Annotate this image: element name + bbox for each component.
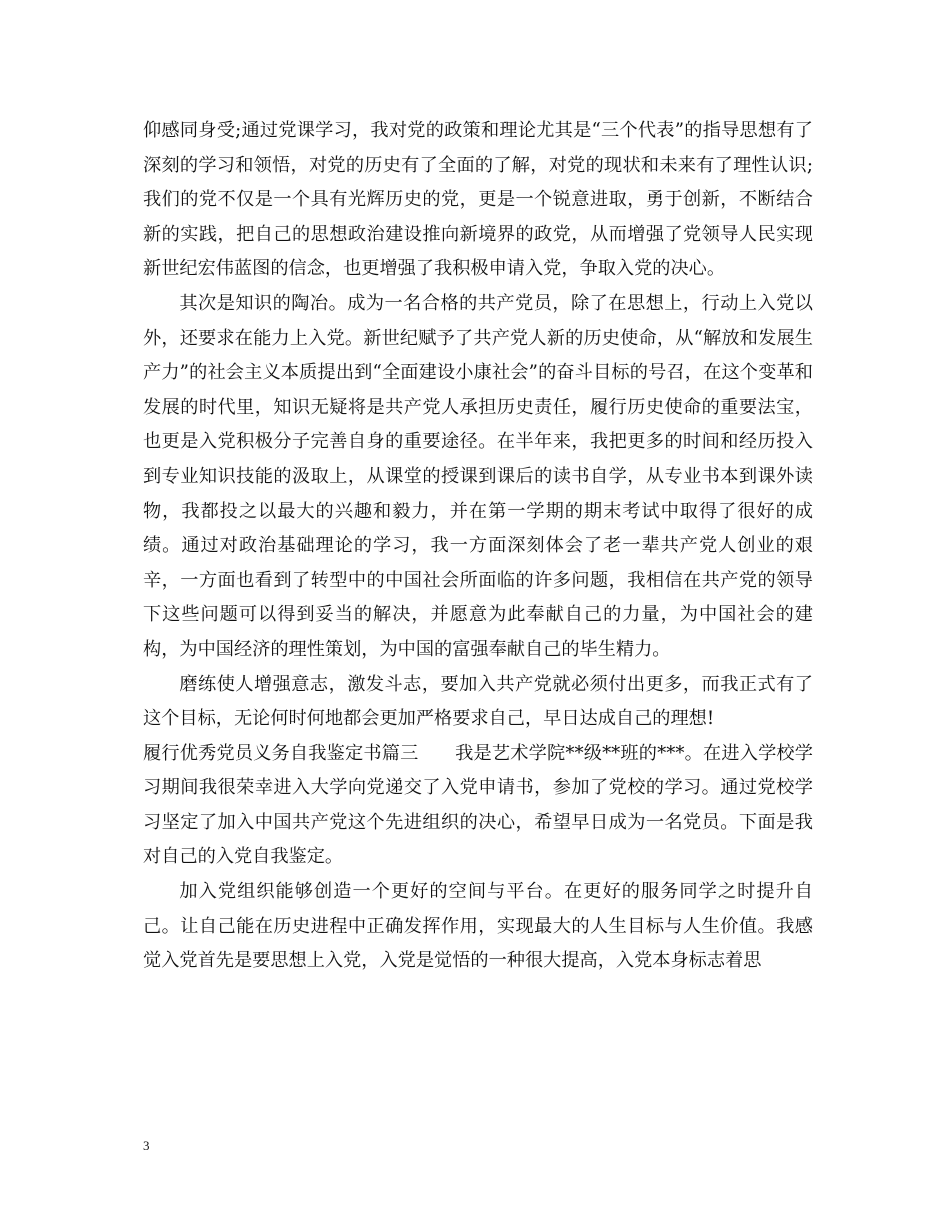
document-body xyxy=(143,114,813,979)
paragraph-1: 仰感同身受;通过党课学习，我对党的政策和理论尤其是“三个代表”的指导思想有了深刻的学习和领悟，对党的历史有了全面的了解，对党的现状和未来有了理性认识;我们的党不仅是一个具有光辉历史的党，更是一个锐意进取，勇于创新，不断结合新的实践，把自己的思想政治建设推向新境界的政党，从而增强了党领导人民实现新世纪宏伟蓝图的信念，也更增强了我积极申请入党，争取入党的决心。 xyxy=(143,120,813,280)
page-number: 3 xyxy=(143,1138,150,1153)
paragraph-2: 其次是知识的陶冶。成为一名合格的共产党员，除了在思想上，行动上入党以外，还要求在能力上入党。新世纪赋予了共产党人新的历史使命，从“解放和发展生产力”的社会主义本质提出到“全面建设小康社会”的奋斗目标的号召，在这个变革和发展的时代里，知识无疑将是共产党人承担历史责任，履行历史使命的重要法宝，也更是入党积极分子完善自身的重要途径。在半年来，我把更多的时间和经历投入到专业知识技能的汲取上，从课堂的授课到课后的读书自学，从专业书本到课外读物，我都投之以最大的兴趣和毅力，并在第一学期的期末考试中取得了很好的成绩。通过对政治基础理论的学习，我一方面深刻体会了老一辈共产党人创业的艰辛，一方面也看到了转型中的中国社会所面临的许多问题，我相信在共产党的领导下这些问题可以得到妥当的解决，并愿意为此奉献自己的力量，为中国社会的建构，为中国经济的理性策划，为中国的富强奉献自己的毕生精力。 xyxy=(143,292,813,660)
paragraph-5: 加入党组织能够创造一个更好的空间与平台。在更好的服务同学之时提升自己。让自己能在历史进程中正确发挥作用，实现最大的人生目标与人生价值。我感觉入党首先是要思想上入党，入党是觉悟的一种很大提高，入党本身标志着思 xyxy=(143,881,813,972)
paragraph-3: 磨练使人增强意志，激发斗志，要加入共产党就必须付出更多，而我正式有了这个目标，无论何时何地都会更加严格要求自己，早日达成自己的理想! xyxy=(143,673,813,730)
paragraph-4: 履行优秀党员义务自我鉴定书篇三 我是艺术学院**级**班的***。在进入学校学习期间我很荣幸进入大学向党递交了入党申请书，参加了党校的学习。通过党校学习坚定了加入中国共产党这个先进组织的决心，希望早日成为一名党员。下面是我对自己的入党自我鉴定。 xyxy=(143,742,813,868)
